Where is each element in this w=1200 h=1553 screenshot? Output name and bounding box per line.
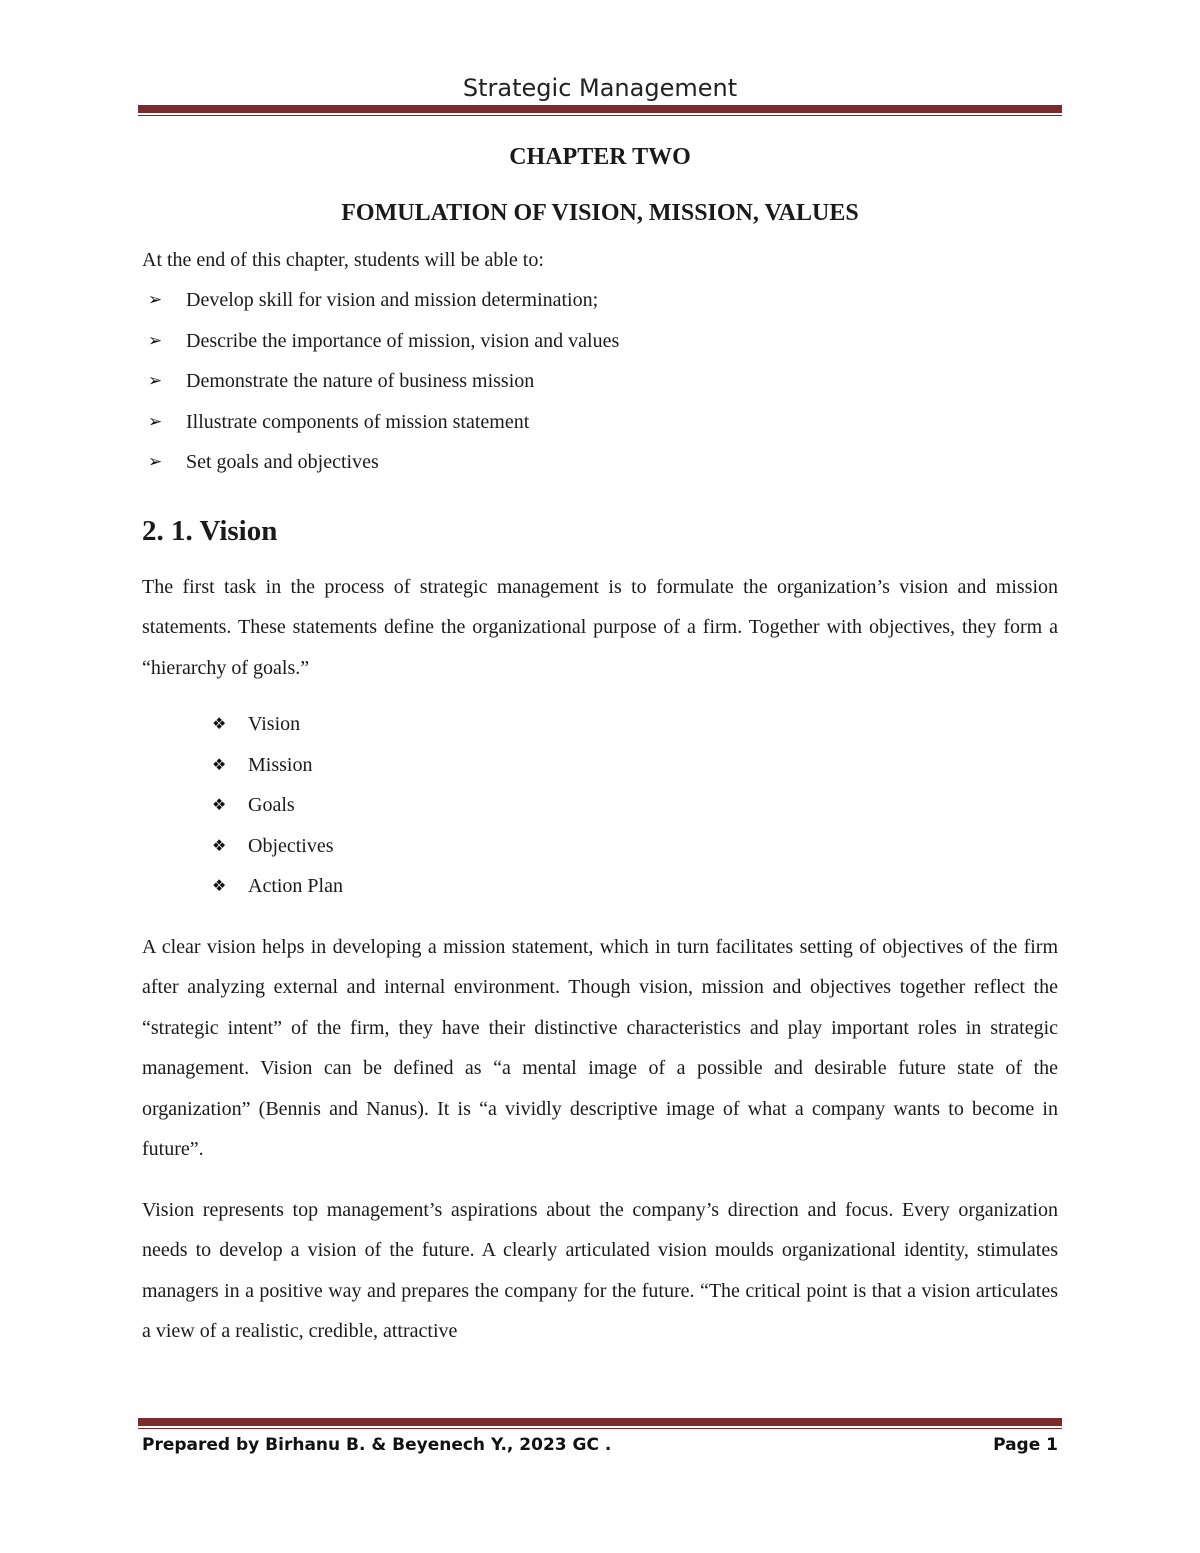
list-item [212, 785, 1058, 826]
page-content [142, 140, 1058, 1352]
list-item [212, 704, 1058, 745]
list-item-text: Goals [248, 794, 295, 816]
arrow-bullet-icon: ➢ [148, 371, 163, 391]
footer-rule [138, 1418, 1062, 1426]
chapter-title: CHAPTER TWO [509, 144, 691, 170]
diamond-bullet-icon: ❖ [212, 876, 227, 895]
chapter-subtitle: FOMULATION OF VISION, MISSION, VALUES [341, 200, 859, 226]
diamond-bullet-icon: ❖ [212, 754, 227, 774]
arrow-bullet-icon: ➢ [148, 290, 163, 310]
list-item [212, 866, 1058, 907]
list-item-text: Action Plan [248, 875, 343, 897]
arrow-bullet-icon: ➢ [148, 452, 163, 472]
list-item-text: Describe the importance of mission, vision and values [186, 329, 620, 352]
list-item [212, 826, 1058, 867]
paragraph-vision-aspirations: Vision represents top management’s aspirations about the company’s direction and focus. Every organization needs to develop a vision of the future. A clearly articulated vision moulds organizational identity, stimulates managers in a positive way and prepares the company for the future. “The critical point is that a vision articulates a view of a realistic, credible, attractive [142, 1198, 1058, 1342]
list-item-text: Develop skill for vision and mission determination; [186, 289, 599, 311]
list-item-text: Vision [248, 713, 301, 735]
list-item [142, 280, 1058, 321]
objectives-intro: At the end of this chapter, students will be able to: [142, 249, 544, 271]
list-item-text: Demonstrate the nature of business mission [186, 370, 535, 392]
list-item [212, 745, 1058, 786]
paragraph-vision-definition: A clear vision helps in developing a mission statement, which in turn facilitates setting of objectives of the firm after analyzing external and internal environment. Though vision, mission and objectives together reflect the “strategic intent” of the firm, they have their distinctive characteristics and play important roles in strategic management. Vision can be defined as “a mental image of a possible and desirable future state of the organization” (Bennis and Nanus). It is “a vividly descriptive image of what a company wants to become in future”. [142, 935, 1058, 1160]
list-item [142, 442, 1058, 483]
list-item [142, 361, 1058, 402]
paragraph-intro: The first task in the process of strategic management is to formulate the organization’s vision and mission statements. These statements define the organizational purpose of a firm. Together with objectives, they form a “hierarchy of goals.” [142, 575, 1058, 679]
section-heading: 2. 1. Vision [142, 514, 278, 547]
diamond-bullet-icon: ❖ [212, 714, 227, 733]
list-item-text: Objectives [248, 834, 334, 857]
hierarchy-list [212, 704, 1058, 907]
list-item-text: Set goals and objectives [186, 451, 379, 473]
list-item [142, 321, 1058, 362]
running-header: Strategic Management [462, 74, 738, 102]
header-rule [138, 105, 1062, 113]
list-item [142, 402, 1058, 443]
diamond-bullet-icon: ❖ [212, 795, 227, 814]
diamond-bullet-icon: ❖ [212, 835, 227, 855]
list-item-text: Illustrate components of mission statement [186, 410, 530, 433]
page-footer [142, 1432, 1058, 1458]
list-item-text: Mission [248, 753, 313, 776]
footer-credit: Prepared by Birhanu B. & Beyenech Y., 2023 GC . [142, 1435, 612, 1455]
arrow-bullet-icon: ➢ [148, 411, 163, 432]
arrow-bullet-icon: ➢ [148, 330, 163, 351]
objectives-list [142, 280, 1058, 483]
page-number: Page 1 [993, 1435, 1058, 1455]
